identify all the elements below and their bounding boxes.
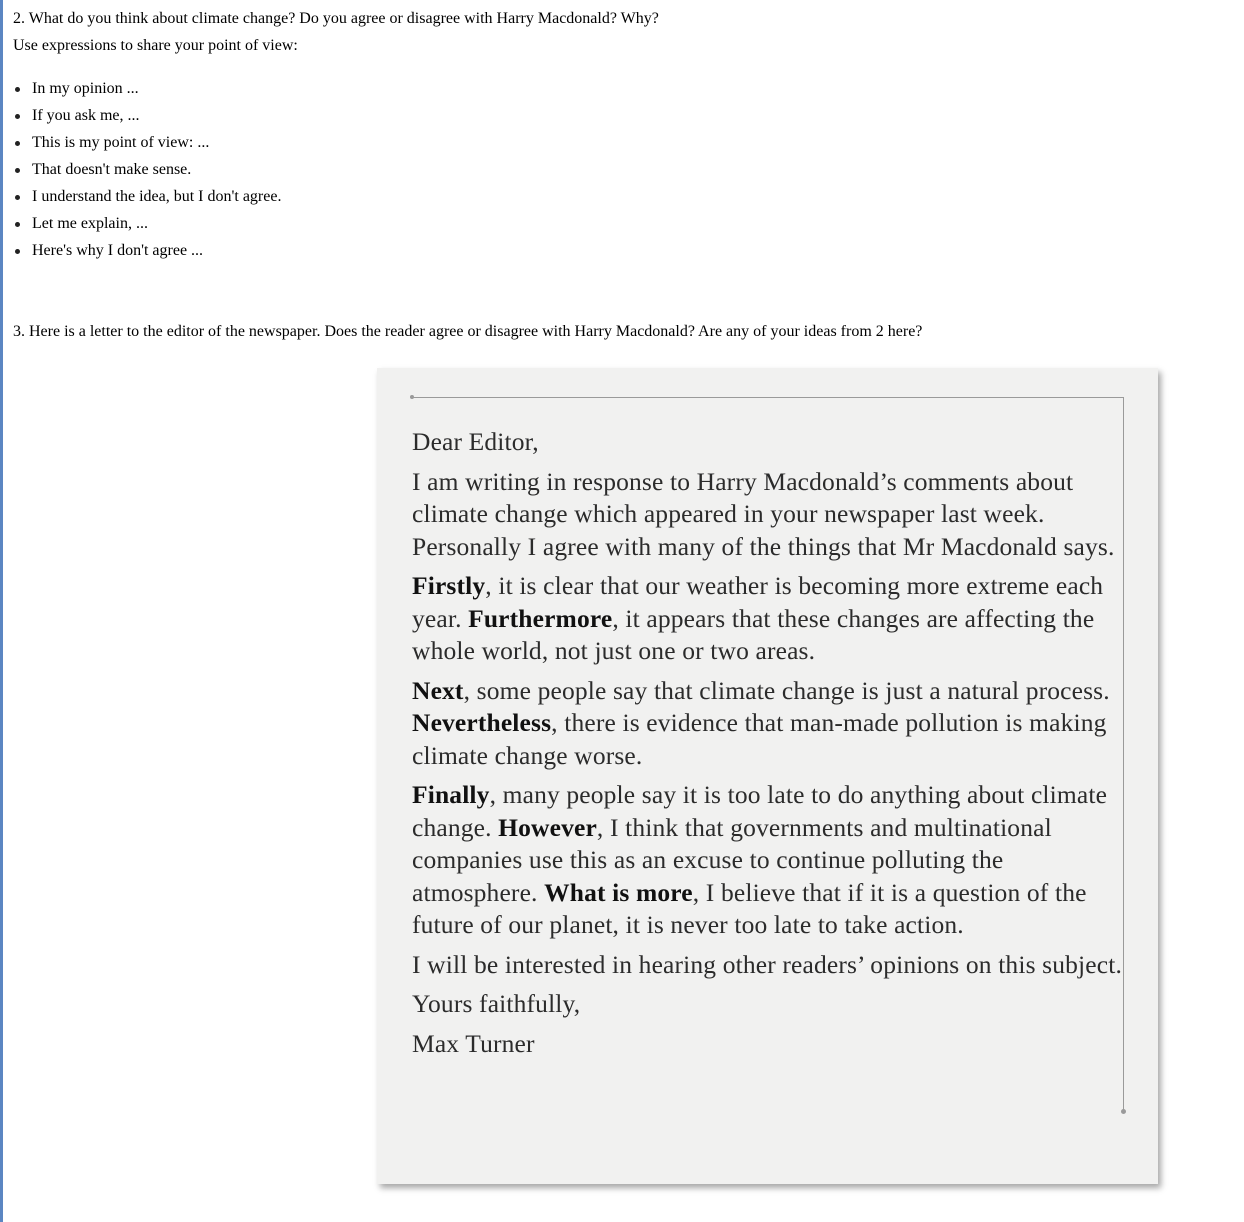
linker-word: Furthermore [468, 603, 613, 633]
letter-intro-paragraph: I am writing in response to Harry Macdonald’s comments about climate change which appeared in your newspaper last week. Personally I agree with many of the things that Mr Macdonald says. [412, 466, 1115, 561]
letter-signoff: Yours faithfully, [412, 989, 581, 1018]
linker-word: Nevertheless [412, 708, 552, 737]
bullet-icon [15, 249, 20, 254]
list-item [13, 105, 281, 132]
list-item-text: Let me explain, ... [32, 215, 148, 232]
linker-word: Finally [412, 780, 490, 809]
linker-word: Next [412, 675, 464, 705]
linker-word: Firstly [412, 571, 486, 600]
linker-word: What is more [544, 877, 693, 907]
paragraph-text: , some people say that climate change is just a natural process. [463, 675, 1110, 705]
list-item [13, 78, 281, 105]
question-3-prompt: 3. Here is a letter to the editor of the newspaper. Does the reader agree or disagree with Harry Macdonald? Are any of your ideas from 2 here? [13, 323, 923, 340]
bullet-icon [15, 222, 20, 227]
bullet-icon [15, 114, 20, 119]
letter-frame-right-rule [1123, 397, 1124, 1111]
bullet-icon [15, 141, 20, 146]
paragraph-text: , it appears that these changes are affecting the whole world, not just one or two areas. [412, 603, 1095, 665]
list-item-text: In my opinion ... [32, 80, 139, 97]
letter-closing-paragraph: I will be interested in hearing other readers’ opinions on this subject. [412, 949, 1122, 979]
list-item [13, 159, 281, 186]
list-item [13, 213, 281, 240]
list-item-text: If you ask me, ... [32, 107, 140, 124]
paragraph-text: , many people say it is too late to do anything about climate change. [412, 780, 1108, 842]
list-item [13, 240, 281, 267]
linker-word: However [498, 812, 597, 842]
paragraph-text: , I think that governments and multinational companies use this as an excuse to continue polluting the atmosphere. [412, 812, 1052, 907]
letter-paragraph-1 [412, 570, 1122, 668]
letter-frame-top-rule [413, 397, 1124, 398]
letter-image [377, 368, 1158, 1184]
paragraph-text: , I believe that if it is a question of the future of our planet, it is never too late to take action. [412, 877, 1087, 939]
expressions-list [13, 78, 281, 267]
list-item [13, 132, 281, 159]
letter-paragraph-3 [412, 779, 1122, 942]
letter-signature: Max Turner [412, 1028, 535, 1058]
paragraph-text: , there is evidence that man-made pollution is making climate change worse. [412, 708, 1107, 770]
list-item-text: I understand the idea, but I don't agree. [32, 188, 282, 205]
left-border-rule [0, 0, 3, 1222]
list-item-text: That doesn't make sense. [32, 161, 192, 178]
list-item [13, 186, 281, 213]
question-2-prompt: 2. What do you think about climate change? Do you agree or disagree with Harry Macdonald? Why? [13, 10, 659, 27]
bullet-icon [15, 195, 20, 200]
paragraph-text: , it is clear that our weather is becoming more extreme each year. [412, 571, 1104, 633]
bullet-icon [15, 87, 20, 92]
question-2-instruction: Use expressions to share your point of view: [13, 37, 298, 54]
list-item-text: This is my point of view: ... [32, 134, 210, 151]
letter-greeting: Dear Editor, [412, 427, 539, 456]
letter-body [412, 426, 1122, 1067]
list-item-text: Here's why I don't agree ... [32, 242, 204, 259]
bullet-icon [15, 168, 20, 173]
letter-paragraph-2 [412, 675, 1122, 773]
